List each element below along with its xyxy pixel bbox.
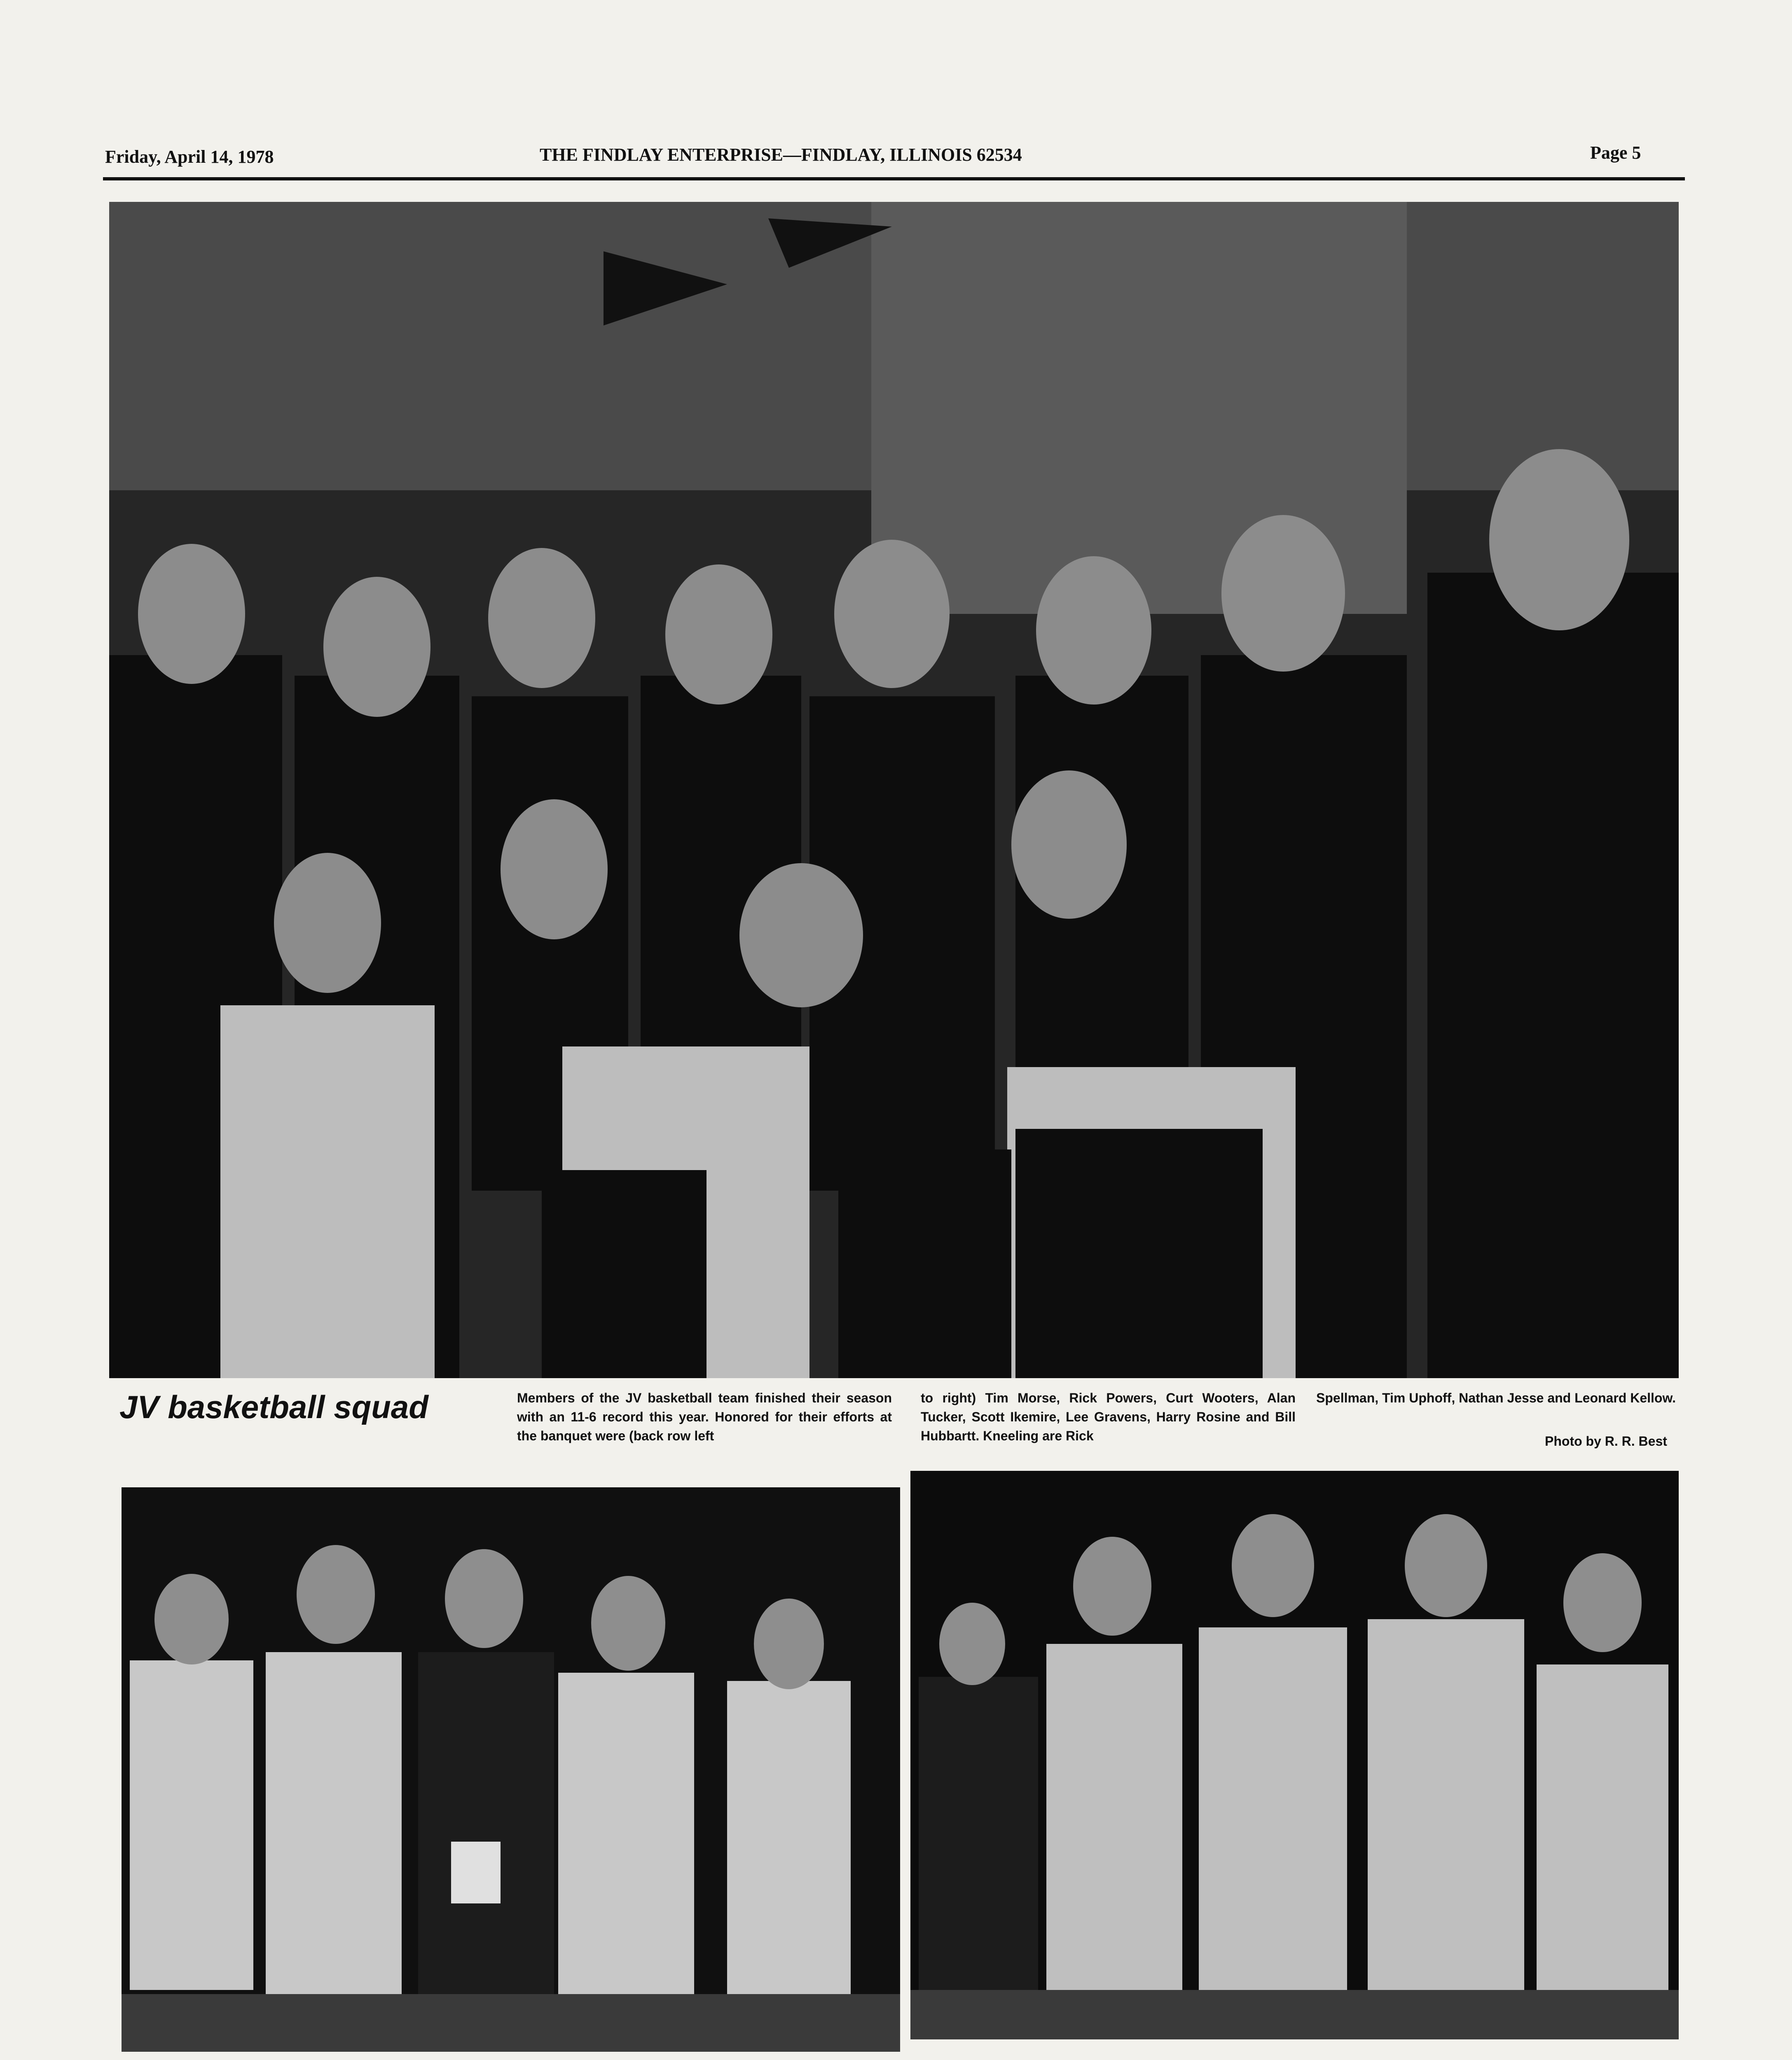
masthead-paper-name: THE FINDLAY ENTERPRISE—FINDLAY, ILLINOIS 62534 [540,145,1022,165]
jv-headline: JV basketball squad [119,1389,428,1425]
jv-caption-column-1: Members of the JV basketball team finished their season with an 11-6 record this year. Honored for their efforts at the banquet were (back row left [517,1390,892,1443]
masthead-date: Friday, April 14, 1978 [105,147,274,167]
jv-caption-column-2: to right) Tim Morse, Rick Powers, Curt Wooters, Alan Tucker, Scott Ikemire, Lee Gravens, Harry Rosine and Bill Hubbartt. Kneeling are Rick [921,1390,1296,1443]
jv-caption-column-3: Spellman, Tim Uphoff, Nathan Jesse and Leonard Kellow. [1316,1390,1676,1405]
jv-photo-credit: Photo by R. R. Best [1545,1434,1667,1449]
masthead-page-number: Page 5 [1590,143,1641,163]
seventh-grade-photo [910,1471,1679,2039]
jv-basketball-photo [109,202,1679,1378]
eighth-grade-photo [122,1487,900,2052]
masthead-rule [103,177,1685,180]
